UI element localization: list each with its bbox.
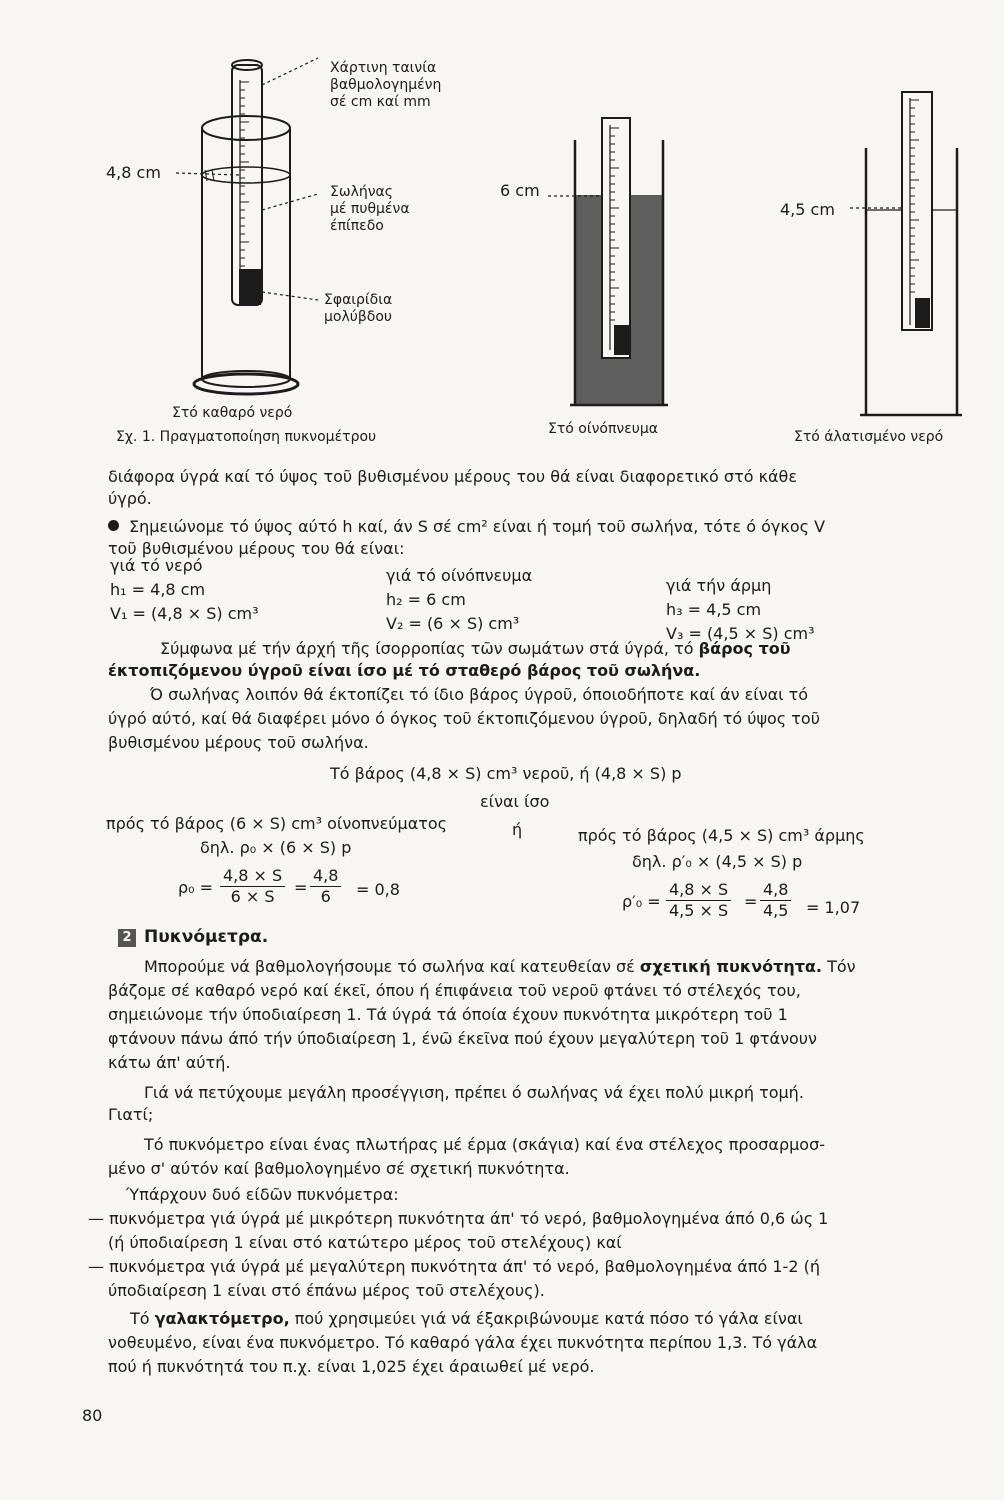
section-p1-line-5: κάτω άπ' αύτή. — [108, 1053, 231, 1072]
types-intro: Ύπάρχουν δυό είδῶν πυκνόμετρα: — [126, 1185, 399, 1204]
case-brine-v: V₃ = (4,5 × S) cm³ — [666, 624, 815, 643]
intro-line-2: ύγρό. — [108, 489, 152, 508]
section-title: Πυκνόμετρα. — [144, 927, 269, 947]
case-water-h: h₁ = 4,8 cm — [110, 580, 206, 599]
case-wine-v: V₂ = (6 × S) cm³ — [386, 614, 520, 633]
case-brine-title: γιά τήν άρμη — [666, 576, 772, 595]
result-1: = 0,8 — [356, 880, 400, 899]
eq-rho: ρ₀ = — [178, 878, 214, 897]
measure-brine: 4,5 cm — [780, 200, 835, 219]
section-p1-line-1: Μπορούμε νά βαθμολογήσουμε τό σωλήνα καί κατευθείαν σέ σχετική πυκνότητα. Τόν — [144, 957, 856, 976]
fraction-1: $\frac{4,8 \times S}{6 \times S}$ — [220, 866, 285, 907]
hydrometer-diagram — [0, 0, 1004, 460]
label-water: Στό καθαρό νερό — [172, 405, 293, 421]
principle-line-2: έκτοπιζόμενου ύγροῦ είναι ίσο μέ τό σταθερό βάρος τοῦ σωλήνα. — [108, 661, 701, 680]
eq-equals-2: = — [744, 892, 758, 911]
eq-dil-brine: δηλ. ρ′₀ × (4,5 × S) p — [632, 852, 803, 871]
bullet-icon — [108, 520, 119, 531]
section-p2-line-1: Γιά νά πετύχουμε μεγάλη προσέγγιση, πρέπει ό σωλήνας νά έχει πολύ μικρή τομή. — [144, 1083, 804, 1102]
eq-weight-water: Τό βάρος (4,8 × S) cm³ νεροῦ, ή (4,8 × S) p — [330, 764, 682, 783]
jar-wine — [548, 118, 668, 405]
type-line-1: — πυκνόμετρα γιά ύγρά μέ μικρότερη πυκνότητα άπ' τό νερό, βαθμολογημένα άπό 0,6 ώς 1 — [88, 1209, 829, 1228]
label-brine: Στό άλατισμένο νερό — [794, 429, 944, 445]
eq-to-wine: πρός τό βάρος (6 × S) cm³ οίνοπνεύματος — [106, 814, 448, 833]
page-number: 80 — [82, 1406, 103, 1425]
eq-dil-wine: δηλ. ρ₀ × (6 × S) p — [200, 838, 352, 857]
intro-line-1: διάφορα ύγρά καί τό ύψος τοῦ βυθισμένου μέρους του θά είναι διαφορετικό στό κάθε — [108, 467, 797, 486]
section-p1-line-4: φτάνουν πάνω άπό τήν ύποδιαίρεση 1, ένῶ έκεῖνα πού έχουν μεγαλύτερη τοῦ 1 φτάνουν — [108, 1029, 817, 1048]
para-line-1: Ό σωλήνας λοιπόν θά έκτοπίζει τό ίδιο βάρος ύγροῦ, όποιοδήποτε καί άν είναι τό — [150, 685, 809, 704]
milk-line-2: νοθευμένο, είναι ένα πυκνόμετρο. Τό καθαρό γάλα έχει πυκνότητα περίπου 1,3. Τό γάλα — [108, 1333, 818, 1352]
principle-line-1: Σύμφωνα μέ τήν άρχή τῆς ίσορροπίας τῶν σωμάτων στά ύγρά, τό βάρος τοῦ — [160, 639, 791, 658]
case-brine-h: h₃ = 4,5 cm — [666, 600, 762, 619]
section-p1-line-3: σημειώνομε τήν ύποδιαίρεση 1. Τά ύγρά τά όποία έχουν πυκνότητα μικρότερη τοῦ 1 — [108, 1005, 788, 1024]
para-line-3: βυθισμένου μέρους τοῦ σωλήνα. — [108, 733, 369, 752]
milk-line-3: πού ή πυκνότητά του π.χ. είναι 1,025 έχει άραιωθεί μέ νερό. — [108, 1357, 595, 1376]
section-p1-line-2: βάζομε σέ καθαρό νερό καί έκεῖ, όπου ή έπιφάνεια τοῦ νεροῦ φτάνει τό στέλεχός του, — [108, 981, 801, 1000]
type-line-4: ύποδιαίρεση 1 είναι στό έπάνω μέρος τοῦ στελέχους). — [108, 1281, 545, 1300]
eq-equals-1: = — [294, 878, 308, 897]
eq-is-equal: είναι ίσο — [480, 792, 550, 811]
case-wine-h: h₂ = 6 cm — [386, 590, 466, 609]
eq-rho-prime: ρ′₀ = — [622, 892, 661, 911]
figure-caption: Σχ. 1. Πραγματοποίηση πυκνομέτρου — [116, 429, 377, 445]
section-p2-line-2: Γιατί; — [108, 1105, 154, 1124]
bullet-line-2: τοῦ βυθισμένου μέρους του θά είναι: — [108, 539, 405, 558]
lead-shot-annotation: Σφαιρίδια μολύβδου — [324, 292, 393, 325]
fraction-2: $\frac{4,8}{6}$ — [310, 866, 341, 907]
label-wine: Στό οίνόπνευμα — [548, 421, 659, 437]
tube-annotation: Σωλήνας μέ πυθμένα έπίπεδο — [330, 184, 410, 234]
type-line-3: — πυκνόμετρα γιά ύγρά μέ μεγαλύτερη πυκνότητα άπ' τό νερό, βαθμολογημένα άπό 1-2 (ή — [88, 1257, 820, 1276]
section-p3-line-1: Τό πυκνόμετρο είναι ένας πλωτήρας μέ έρμα (σκάγια) καί ένα στέλεχος προσαρμοσ- — [144, 1135, 825, 1154]
jar-water — [194, 60, 298, 394]
result-2: = 1,07 — [806, 898, 861, 917]
measure-water: 4,8 cm — [106, 163, 161, 182]
bullet-line-1: Σημειώνομε τό ύψος αύτό h καί, άν S σέ cm² είναι ή τομή τοῦ σωλήνα, τότε ό όγκος V — [108, 516, 936, 538]
paper-strip-annotation: Χάρτινη ταινία βαθμολογημένη σέ cm καί mm — [330, 60, 442, 110]
fraction-3: $\frac{4,8 \times S}{4,5 \times S}$ — [666, 880, 731, 921]
case-water-v: V₁ = (4,8 × S) cm³ — [110, 604, 259, 623]
section-p3-line-2: μένο σ' αύτόν καί βαθμολογημένο σέ σχετική πυκνότητα. — [108, 1159, 570, 1178]
case-water-title: γιά τό νερό — [110, 556, 203, 575]
case-wine-title: γιά τό οίνόπνευμα — [386, 566, 533, 585]
section-heading — [118, 928, 268, 947]
eq-to-brine: πρός τό βάρος (4,5 × S) cm³ άρμης — [578, 826, 865, 845]
fraction-4: $\frac{4,8}{4,5}$ — [760, 880, 791, 921]
milk-line-1: Τό γαλακτόμετρο, πού χρησιμεύει γιά νά έξακριβώνουμε κατά πόσο τό γάλα είναι — [130, 1309, 803, 1328]
section-number: 2 — [118, 929, 136, 947]
eq-or: ή — [512, 820, 523, 839]
type-line-2: (ή ύποδιαίρεση 1 είναι στό κατώτερο μέρος τοῦ στελέχους) καί — [108, 1233, 622, 1252]
para-line-2: ύγρό αύτό, καί θά διαφέρει μόνο ό όγκος τοῦ έκτοπιζόμενου ύγροῦ, δηλαδή τό ύψος τοῦ — [108, 709, 820, 728]
measure-wine: 6 cm — [500, 181, 540, 200]
